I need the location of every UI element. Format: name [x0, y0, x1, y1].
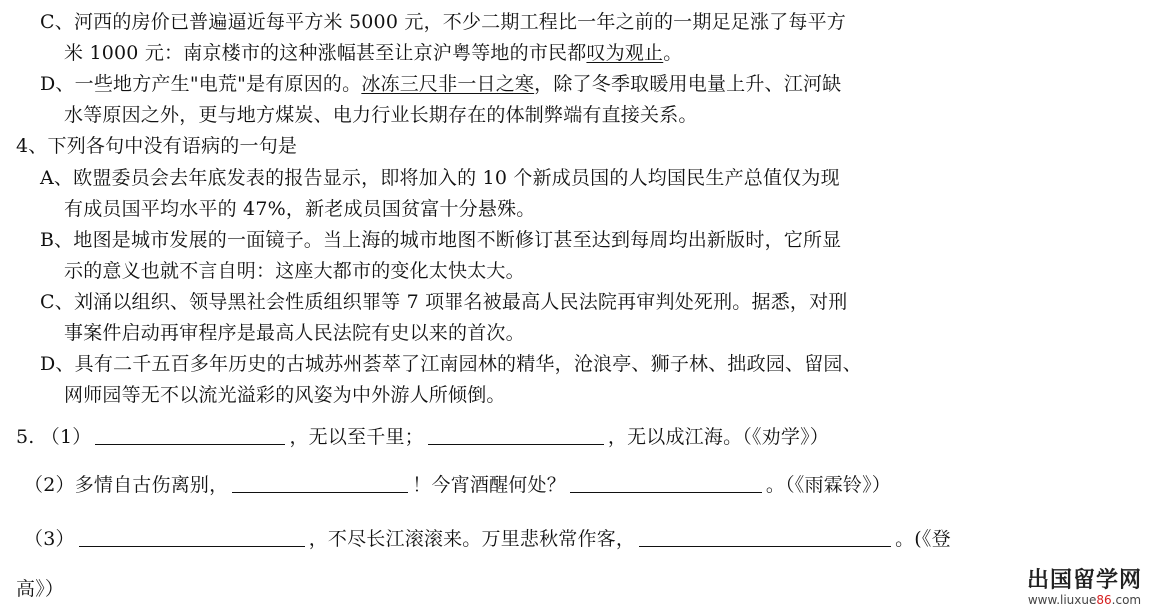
q5-part1-source: ，无以成江海。（《劝学》）	[607, 426, 829, 448]
q5-part2	[24, 473, 891, 497]
q5-part1-text: ，无以至千里；	[289, 426, 424, 448]
q4-option-a-line2: 有成员国平均水平的 47%，新老成员国贫富十分悬殊。	[64, 198, 536, 220]
q3-option-c-line1: C、河西的房价已普遍逼近每平方米 5000 元，不少二期工程比一年之前的一期足足涨了每平方	[40, 11, 846, 33]
watermark-url-pre: www.liuxue	[1027, 593, 1097, 607]
q4-stem: 4、下列各句中没有语病的一句是	[16, 135, 298, 157]
q4-option-a-line1: A、欧盟委员会去年底发表的报告显示，即将加入的 10 个新成员国的人均国民生产总值仅为现	[40, 167, 840, 189]
q3-option-d-line2: 水等原因之外，更与地方煤炭、电力行业长期存在的体制弊端有直接关系。	[64, 104, 698, 126]
watermark-url-highlight: 86	[1096, 593, 1112, 607]
q3-d-underlined-phrase: 冰冻三尺非一日之寒	[361, 73, 535, 95]
q5-part1	[16, 425, 829, 449]
q4-option-b-line2: 示的意义也就不言自明：这座大都市的变化太快太大。	[64, 260, 525, 282]
watermark-url	[1027, 593, 1142, 607]
q3-option-c-line2	[64, 41, 682, 65]
q4-option-d-line1: D、具有二千五百多年历史的古城苏州荟萃了江南园林的精华，沧浪亭、狮子林、拙政园、留园、	[40, 353, 862, 375]
q5-part2-mid: ！今宵酒醒何处？	[412, 474, 566, 496]
q4-option-c-line2: 事案件启动再审程序是最高人民法院有史以来的首次。	[64, 322, 525, 344]
q4-option-c-line1: C、刘涌以组织、领导黑社会性质组织罪等 7 项罪名被最高人民法院再审判处死刑。据悉，对刑	[40, 291, 848, 313]
q5-part3	[24, 527, 951, 551]
q4-option-b-line1: B、地图是城市发展的一面镜子。当上海的城市地图不断修订甚至达到每周均出新版时，它所显	[40, 229, 842, 251]
q3-c-end: 。	[663, 42, 683, 64]
q5-part2-blank-1[interactable]	[232, 474, 408, 493]
q3-option-d-line1	[40, 72, 841, 96]
q5-part3-blank-1[interactable]	[79, 528, 305, 547]
watermark-site-name: 出国留学网	[1026, 568, 1142, 593]
q5-part3-wrap: 高》）	[16, 578, 65, 600]
site-watermark	[1027, 569, 1142, 607]
q3-d-text-end: ，除了冬季取暖用电量上升、江河缺	[534, 73, 842, 95]
q5-part3-blank-2[interactable]	[639, 528, 891, 547]
q5-part3-source: 。(《登	[895, 528, 951, 550]
q5-part3-mid: ，不尽长江滚滚来。万里悲秋常作客，	[308, 528, 636, 550]
q5-part1-blank-2[interactable]	[428, 426, 604, 445]
q5-part2-blank-2[interactable]	[570, 474, 762, 493]
q5-part2-text: （2）多情自古伤离别，	[24, 474, 229, 496]
q4-option-d-line2: 网师园等无不以流光溢彩的风姿为中外游人所倾倒。	[64, 384, 506, 406]
q5-part1-number: 5. （1）	[16, 426, 92, 448]
q5-part3-number: （3）	[24, 528, 75, 550]
q5-part2-source: 。（《雨霖铃》）	[765, 474, 892, 496]
q5-part1-blank-1[interactable]	[95, 426, 285, 445]
q3-c-text: 米 1000 元：南京楼市的这种涨幅甚至让京沪粤等地的市民都	[64, 42, 587, 64]
watermark-url-post: .com	[1111, 593, 1142, 607]
q3-c-underlined-phrase: 叹为观止	[586, 42, 664, 64]
q3-d-text: D、一些地方产生"电荒"是有原因的。	[40, 73, 362, 95]
